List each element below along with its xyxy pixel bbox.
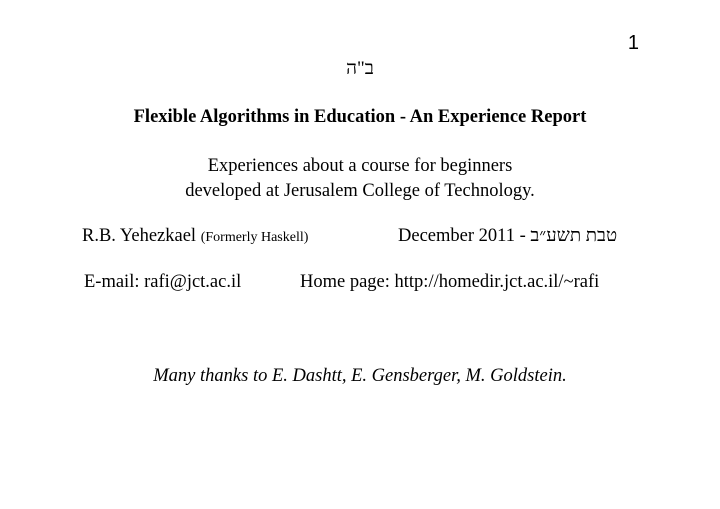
document-title: Flexible Algorithms in Education - An Experience Report — [133, 107, 587, 127]
author-name: R.B. Yehezkael — [82, 226, 197, 246]
date-hebrew: טבת תשע״ב — [530, 226, 618, 246]
date-english: December 2011 - — [398, 226, 526, 246]
homepage — [300, 272, 599, 293]
acknowledgements: Many thanks to E. Dashtt, E. Gensberger, M. Goldstein. — [153, 366, 567, 386]
date — [398, 226, 617, 247]
contact-row — [0, 272, 720, 298]
author-note: (Formerly Haskell) — [200, 230, 309, 245]
homepage-link[interactable]: http://homedir.jct.ac.il/~rafi — [394, 272, 600, 292]
email — [84, 272, 241, 293]
subtitle-line-2: developed at Jerusalem College of Technology. — [185, 181, 535, 201]
page-number: 1 — [627, 32, 639, 54]
author — [82, 226, 308, 247]
hebrew-heading: ב"ה — [346, 58, 374, 79]
email-address[interactable]: rafi@jct.ac.il — [144, 272, 242, 292]
document-subtitle — [0, 154, 720, 204]
subtitle-line-1: Experiences about a course for beginners — [207, 156, 513, 176]
email-label: E-mail: — [84, 272, 140, 292]
author-date-row — [0, 226, 720, 252]
homepage-label: Home page: — [300, 272, 390, 292]
